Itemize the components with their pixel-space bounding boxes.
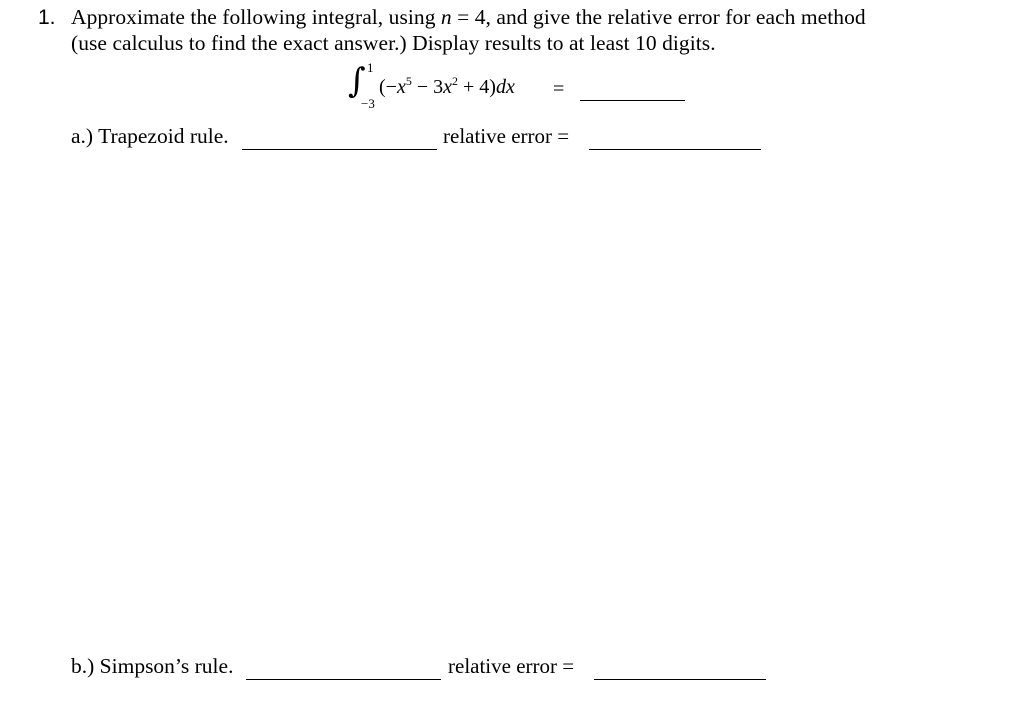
problem-text-line-2: (use calculus to find the exact answer.) Display results to at least 10 digits. (71, 31, 716, 55)
integrand-x1: x (396, 76, 406, 98)
integral-upper-limit: 1 (367, 60, 374, 75)
part-a-label: a.) Trapezoid rule. (71, 124, 229, 148)
integral-expression (348, 60, 693, 130)
exact-answer-blank[interactable] (580, 100, 685, 101)
part-a-answer-blank[interactable] (242, 149, 437, 150)
problem-text-line-1 (71, 5, 866, 30)
n-variable: n (440, 5, 452, 29)
problem-text-pre: Approximate the following integral, using (71, 5, 441, 29)
integrand-exp1: 5 (405, 74, 412, 88)
part-b-answer-blank[interactable] (246, 679, 441, 680)
integral-lower-limit: −3 (361, 96, 375, 111)
integrand-x2: x (443, 76, 453, 98)
integrand-open: (− (379, 76, 397, 98)
problem-text-mid: = 4, and give the relative error for each method (451, 5, 866, 29)
integrand-dx: dx (495, 76, 515, 98)
part-b-relative-error-label: relative error = (448, 654, 575, 678)
part-b-label: b.) Simpson’s rule. (71, 654, 234, 678)
part-a-relative-error-blank[interactable] (589, 149, 761, 150)
integrand (379, 76, 515, 99)
part-a-relative-error-label: relative error = (443, 124, 570, 148)
integrand-minus-term: − 3 (411, 76, 444, 98)
part-b-relative-error-blank[interactable] (594, 679, 766, 680)
integral-equals: = (553, 78, 565, 100)
integrand-plus-term: + 4) (458, 76, 496, 98)
problem-number: 1. (38, 6, 56, 29)
integral-sign: ∫ (348, 61, 366, 101)
integrand-exp2: 2 (452, 74, 459, 88)
